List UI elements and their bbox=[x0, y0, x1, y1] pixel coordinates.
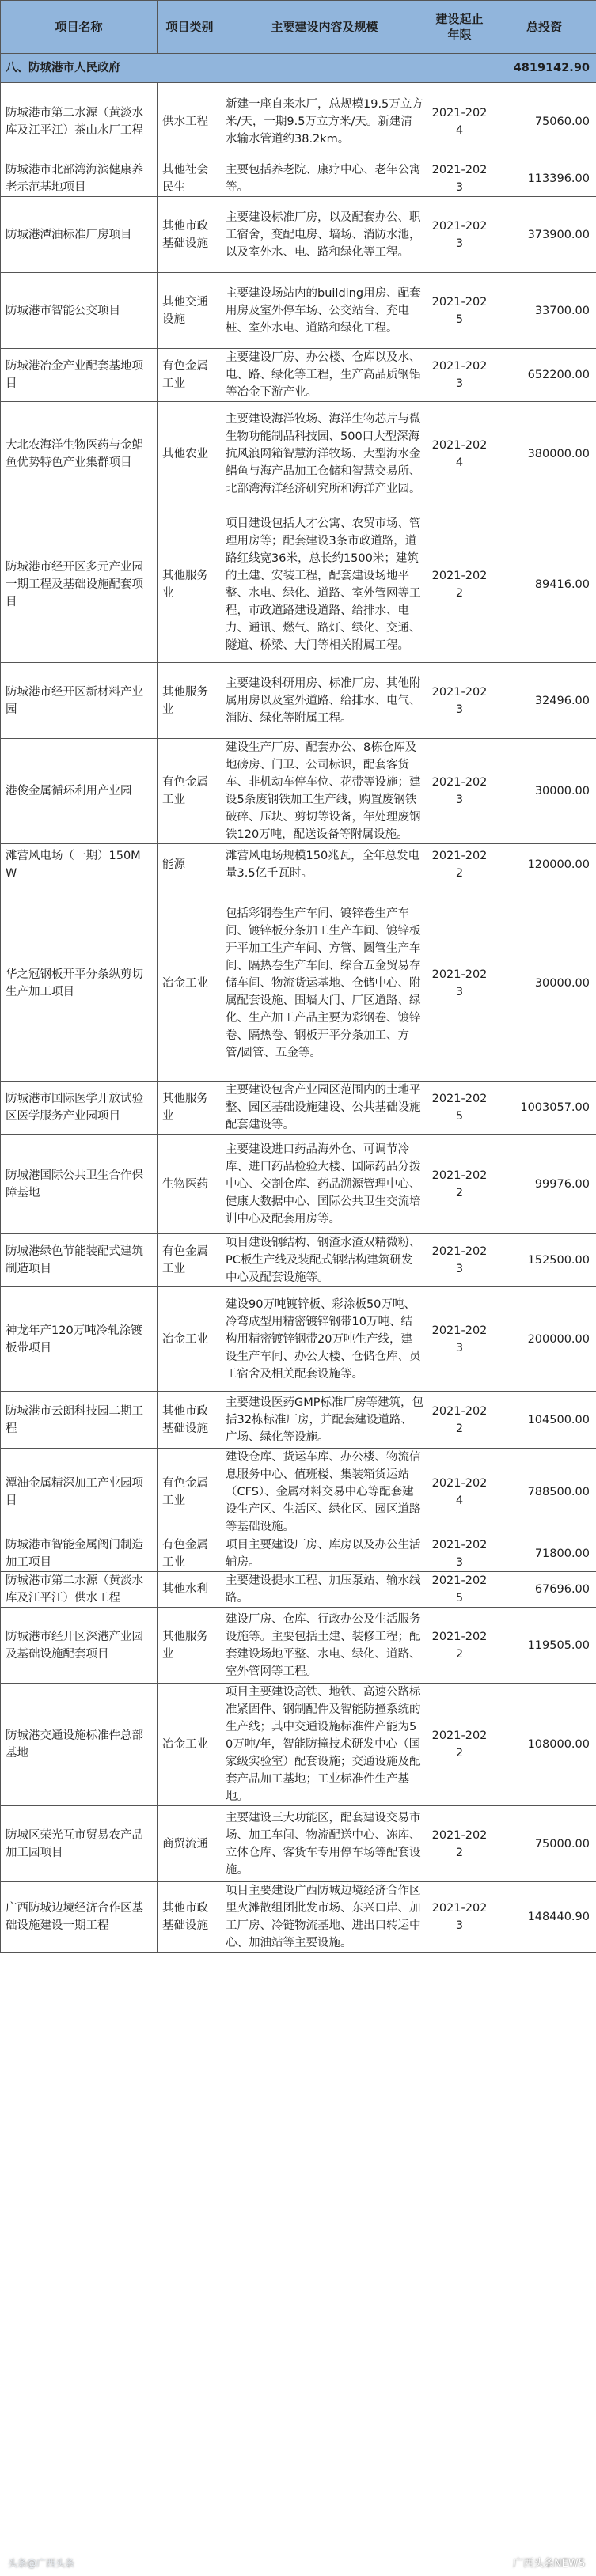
project-name-cell: 华之冠钢板开平分条纵剪切生产加工项目 bbox=[1, 885, 158, 1082]
project-name-cell: 防城港市智能公交项目 bbox=[1, 273, 158, 349]
project-category-cell: 其他服务业 bbox=[158, 663, 222, 739]
total-investment-cell: 75000.00 bbox=[492, 1806, 596, 1882]
construction-years-cell: 2021-2022 bbox=[427, 1608, 492, 1684]
project-category-cell: 冶金工业 bbox=[158, 885, 222, 1082]
construction-content-cell: 项目建设钢结构、钢渣水渣双精微粉、PC板生产线及装配式钢结构建筑研发中心及配套设施等。 bbox=[222, 1234, 427, 1287]
construction-content-cell: 主要建设标准厂房，以及配套办公、职工宿舍，变配电房、墙场、消防水池，以及室外水、电、路和绿化等工程。 bbox=[222, 197, 427, 273]
construction-content-cell: 主要建设医药GMP标准厂房等建筑，包括32栋标准厂房，并配套建设道路、广场、绿化等设施。 bbox=[222, 1392, 427, 1449]
total-investment-cell: 104500.00 bbox=[492, 1392, 596, 1449]
construction-years-cell: 2021-2022 bbox=[427, 1684, 492, 1806]
construction-content-cell: 项目主要建设高铁、地铁、高速公路标准紧固件、钢制配件及智能防撞系统的生产线；其中交通设施标准件产能为50万吨/年，智能防撞技术研发中心（国家级实验室）配套设施；交通设施及配套产品加工基地；工业标准件生产基地。 bbox=[222, 1684, 427, 1806]
header-project-category: 项目类别 bbox=[158, 1, 222, 54]
construction-years-cell: 2021-2023 bbox=[427, 885, 492, 1082]
project-name-cell: 防城港国际公共卫生合作保障基地 bbox=[1, 1135, 158, 1234]
total-investment-cell: 373900.00 bbox=[492, 197, 596, 273]
construction-years-cell: 2021-2023 bbox=[427, 1536, 492, 1572]
project-name-cell: 防城港交通设施标准件总部基地 bbox=[1, 1684, 158, 1806]
table-row bbox=[1, 83, 596, 161]
total-investment-cell: 108000.00 bbox=[492, 1684, 596, 1806]
total-investment-cell: 71800.00 bbox=[492, 1536, 596, 1572]
watermark-right: 广西头条NEWS bbox=[512, 2558, 585, 2570]
construction-years-cell: 2021-2023 bbox=[427, 1882, 492, 1953]
table-row bbox=[1, 1882, 596, 1953]
section-row bbox=[1, 54, 596, 83]
table-row bbox=[1, 1234, 596, 1287]
table-row bbox=[1, 1536, 596, 1572]
total-investment-cell: 120000.00 bbox=[492, 844, 596, 885]
table-row bbox=[1, 1135, 596, 1234]
table-row bbox=[1, 197, 596, 273]
project-category-cell: 冶金工业 bbox=[158, 1684, 222, 1806]
total-investment-cell: 67696.00 bbox=[492, 1572, 596, 1608]
project-name-cell: 防城港市经开区多元产业园一期工程及基础设施配套项目 bbox=[1, 506, 158, 663]
total-investment-cell: 788500.00 bbox=[492, 1449, 596, 1536]
project-name-cell: 广西防城边境经济合作区基础设施建设一期工程 bbox=[1, 1882, 158, 1953]
project-name-cell: 防城港市经开区深港产业园及基础设施配套项目 bbox=[1, 1608, 158, 1684]
construction-content-cell: 主要建设包含产业园区范围内的土地平整、园区基础设施建设、公共基础设施配套建设等。 bbox=[222, 1082, 427, 1135]
construction-years-cell: 2021-2022 bbox=[427, 1392, 492, 1449]
construction-years-cell: 2021-2024 bbox=[427, 83, 492, 161]
total-investment-cell: 119505.00 bbox=[492, 1608, 596, 1684]
project-category-cell: 其他市政基础设施 bbox=[158, 1882, 222, 1953]
project-name-cell: 防城港市第二水源（黄淡水库及江平江）茶山水厂工程 bbox=[1, 83, 158, 161]
project-name-cell: 防城港冶金产业配套基地项目 bbox=[1, 349, 158, 402]
construction-years-cell: 2021-2025 bbox=[427, 1572, 492, 1608]
table-row bbox=[1, 1392, 596, 1449]
table-row bbox=[1, 739, 596, 844]
project-name-cell: 防城港市第二水源（黄淡水库及江平江）供水工程 bbox=[1, 1572, 158, 1608]
construction-content-cell: 建设厂房、仓库、行政办公及生活服务设施等。主要包括土建、装修工程；配套建设场地平整、水电、绿化、道路、室外管网等工程。 bbox=[222, 1608, 427, 1684]
construction-years-cell: 2021-2022 bbox=[427, 1806, 492, 1882]
project-category-cell: 其他市政基础设施 bbox=[158, 197, 222, 273]
project-category-cell: 其他市政基础设施 bbox=[158, 1392, 222, 1449]
construction-content-cell: 主要建设科研用房、标准厂房、其他附属用房以及室外道路、给排水、电气、消防、绿化等附属工程。 bbox=[222, 663, 427, 739]
table-row bbox=[1, 885, 596, 1082]
construction-years-cell: 2021-2023 bbox=[427, 161, 492, 197]
total-investment-cell: 152500.00 bbox=[492, 1234, 596, 1287]
total-investment-cell: 380000.00 bbox=[492, 402, 596, 506]
project-category-cell: 其他服务业 bbox=[158, 506, 222, 663]
project-name-cell: 防城港市国际医学开放试验区医学服务产业园项目 bbox=[1, 1082, 158, 1135]
total-investment-cell: 30000.00 bbox=[492, 885, 596, 1082]
construction-years-cell: 2021-2022 bbox=[427, 506, 492, 663]
project-name-cell: 防城港绿色节能装配式建筑制造项目 bbox=[1, 1234, 158, 1287]
construction-content-cell: 建设生产厂房、配套办公、8栋仓库及地磅房、门卫、公司标识，配套客货车、非机动车停车位、花带等设施；建设5条废钢铁加工生产线，购置废钢铁破碎、压块、剪切等设备，年处理废钢铁120万吨，配送设备等附属设施。 bbox=[222, 739, 427, 844]
project-category-cell: 其他农业 bbox=[158, 402, 222, 506]
table-row bbox=[1, 273, 596, 349]
construction-content-cell: 包括彩钢卷生产车间、镀锌卷生产车间、镀锌板分条加工生产车间、镀锌板开平加工生产车间、方管、圆管生产车间、隔热卷生产车间、综合五金贸易存储车间、物流货运基地、仓储中心、附属配套设施、围墙大门、厂区道路、绿化、生产加工产品主要为彩钢卷、镀锌卷、隔热卷、钢板开平分条加工、方管/圆管、五金等。 bbox=[222, 885, 427, 1082]
project-name-cell: 滩营风电场（一期）150MW bbox=[1, 844, 158, 885]
construction-content-cell: 主要包括养老院、康疗中心、老年公寓等。 bbox=[222, 161, 427, 197]
total-investment-cell: 89416.00 bbox=[492, 506, 596, 663]
header-total-investment: 总投资 bbox=[492, 1, 596, 54]
header-construction-content: 主要建设内容及规模 bbox=[222, 1, 427, 54]
project-category-cell: 有色金属工业 bbox=[158, 1536, 222, 1572]
project-category-cell: 其他服务业 bbox=[158, 1608, 222, 1684]
table-row bbox=[1, 1449, 596, 1536]
header-project-name: 项目名称 bbox=[1, 1, 158, 54]
table-row bbox=[1, 161, 596, 197]
table-row bbox=[1, 1608, 596, 1684]
project-category-cell: 供水工程 bbox=[158, 83, 222, 161]
project-category-cell: 能源 bbox=[158, 844, 222, 885]
total-investment-cell: 200000.00 bbox=[492, 1287, 596, 1392]
construction-years-cell: 2021-2022 bbox=[427, 844, 492, 885]
project-category-cell: 有色金属工业 bbox=[158, 1449, 222, 1536]
project-category-cell: 其他社会民生 bbox=[158, 161, 222, 197]
construction-content-cell: 主要建设三大功能区，配套建设交易市场、加工车间、物流配送中心、冻库、立体仓库、客货车专用停车场等配套设施。 bbox=[222, 1806, 427, 1882]
construction-years-cell: 2021-2023 bbox=[427, 1234, 492, 1287]
project-name-cell: 大北农海洋生物医药与金鲳鱼优势特色产业集群项目 bbox=[1, 402, 158, 506]
total-investment-cell: 113396.00 bbox=[492, 161, 596, 197]
construction-years-cell: 2021-2023 bbox=[427, 349, 492, 402]
project-category-cell: 有色金属工业 bbox=[158, 349, 222, 402]
construction-years-cell: 2021-2024 bbox=[427, 1449, 492, 1536]
construction-content-cell: 建设90万吨镀锌板、彩涂板50万吨、冷弯成型用精密镀锌钢带10万吨、结构用精密镀锌钢带20万吨生产线，建设生产车间、办公大楼、仓储仓库、员工宿舍及相关配套设施等。 bbox=[222, 1287, 427, 1392]
table-row bbox=[1, 349, 596, 402]
table-row bbox=[1, 844, 596, 885]
construction-content-cell: 项目主要建设广西防城边境经济合作区里火滩散组团批发市场、东兴口岸、加工厂房、冷链物流基地、进出口转运中心、加油站等主要设施。 bbox=[222, 1882, 427, 1953]
project-name-cell: 防城港市智能金属阀门制造加工项目 bbox=[1, 1536, 158, 1572]
project-name-cell: 神龙年产120万吨冷轧涂镀板带项目 bbox=[1, 1287, 158, 1392]
construction-years-cell: 2021-2025 bbox=[427, 273, 492, 349]
project-name-cell: 潭油金属精深加工产业园项目 bbox=[1, 1449, 158, 1536]
construction-years-cell: 2021-2023 bbox=[427, 1287, 492, 1392]
project-category-cell: 其他服务业 bbox=[158, 1082, 222, 1135]
total-investment-cell: 33700.00 bbox=[492, 273, 596, 349]
construction-content-cell: 项目主要建设厂房、库房以及办公生活辅房。 bbox=[222, 1536, 427, 1572]
total-investment-cell: 30000.00 bbox=[492, 739, 596, 844]
construction-content-cell: 主要建设提水工程、加压泵站、输水线路。 bbox=[222, 1572, 427, 1608]
table-row bbox=[1, 1806, 596, 1882]
construction-years-cell: 2021-2024 bbox=[427, 402, 492, 506]
project-category-cell: 其他水利 bbox=[158, 1572, 222, 1608]
header-construction-years: 建设起止年限 bbox=[427, 1, 492, 54]
total-investment-cell: 652200.00 bbox=[492, 349, 596, 402]
construction-years-cell: 2021-2022 bbox=[427, 1135, 492, 1234]
construction-years-cell: 2021-2023 bbox=[427, 663, 492, 739]
total-investment-cell: 75060.00 bbox=[492, 83, 596, 161]
construction-content-cell: 建设仓库、货运车库、办公楼、物流信息服务中心、值班楼、集装箱货运站（CFS）、金属材料交易中心等配套建设生产区、生活区、绿化区、园区道路等基础设施。 bbox=[222, 1449, 427, 1536]
construction-content-cell: 新建一座自来水厂，总规模19.5万立方米/天，一期9.5万立方米/天。新建清水输水管道约38.2km。 bbox=[222, 83, 427, 161]
construction-content-cell: 滩营风电场规模150兆瓦，全年总发电量3.5亿千瓦时。 bbox=[222, 844, 427, 885]
table-row bbox=[1, 1287, 596, 1392]
table-row bbox=[1, 1082, 596, 1135]
table-row bbox=[1, 1572, 596, 1608]
project-category-cell: 其他交通设施 bbox=[158, 273, 222, 349]
table-row bbox=[1, 1684, 596, 1806]
project-name-cell: 防城港市北部湾海滨健康养老示范基地项目 bbox=[1, 161, 158, 197]
construction-content-cell: 主要建设厂房、办公楼、仓库以及水、电、路、绿化等工程，生产高品质钢铝等冶金下游产业。 bbox=[222, 349, 427, 402]
project-name-cell: 防城区荣光互市贸易农产品加工园项目 bbox=[1, 1806, 158, 1882]
total-investment-cell: 1003057.00 bbox=[492, 1082, 596, 1135]
project-category-cell: 商贸流通 bbox=[158, 1806, 222, 1882]
construction-years-cell: 2021-2023 bbox=[427, 739, 492, 844]
table-row bbox=[1, 402, 596, 506]
table-row bbox=[1, 506, 596, 663]
table-header-row bbox=[1, 1, 596, 54]
construction-content-cell: 项目建设包括人才公寓、农贸市场、管理用房等；配套建设3条市政道路，道路红线宽36米，总长约1500米；建筑的土建、安装工程，配套建设场地平整、水电、绿化、道路、室外管网等工程，市政道路建设道路、给排水、电力、通讯、燃气、路灯、绿化、交通、隧道、桥梁、大门等相关附属工程。 bbox=[222, 506, 427, 663]
watermark-left: 头条@广西头条 bbox=[8, 2558, 75, 2569]
project-name-cell: 防城港潭油标准厂房项目 bbox=[1, 197, 158, 273]
total-investment-cell: 99976.00 bbox=[492, 1135, 596, 1234]
total-investment-cell: 148440.90 bbox=[492, 1882, 596, 1953]
construction-years-cell: 2021-2023 bbox=[427, 197, 492, 273]
project-category-cell: 冶金工业 bbox=[158, 1287, 222, 1392]
construction-content-cell: 主要建设海洋牧场、海洋生物芯片与微生物功能制品科技园、500口大型深海抗风浪网箱智慧海洋牧场、大型海水金鲳鱼与海产品加工仓储和智慧交易所、北部湾海洋经济研究所和海洋产业园。 bbox=[222, 402, 427, 506]
construction-content-cell: 主要建设场站内的building用房、配套用房及室外停车场、公交站台、充电桩、室外水电、道路和绿化工程。 bbox=[222, 273, 427, 349]
section-total-investment: 4819142.90 bbox=[492, 54, 596, 83]
table-row bbox=[1, 663, 596, 739]
section-title: 八、防城港市人民政府 bbox=[1, 54, 492, 83]
total-investment-cell: 32496.00 bbox=[492, 663, 596, 739]
construction-content-cell: 主要建设进口药品海外仓、可调节冷库、进口药品检验大楼、国际药品分拨中心、交割仓库、药品溯源管理中心、健康大数据中心、国际公共卫生交流培训中心及配套用房等。 bbox=[222, 1135, 427, 1234]
project-category-cell: 有色金属工业 bbox=[158, 1234, 222, 1287]
construction-years-cell: 2021-2025 bbox=[427, 1082, 492, 1135]
project-name-cell: 防城港市经开区新材料产业园 bbox=[1, 663, 158, 739]
project-category-cell: 生物医药 bbox=[158, 1135, 222, 1234]
project-name-cell: 防城港市云朗科技园二期工程 bbox=[1, 1392, 158, 1449]
project-category-cell: 有色金属工业 bbox=[158, 739, 222, 844]
project-name-cell: 港俊金属循环利用产业园 bbox=[1, 739, 158, 844]
